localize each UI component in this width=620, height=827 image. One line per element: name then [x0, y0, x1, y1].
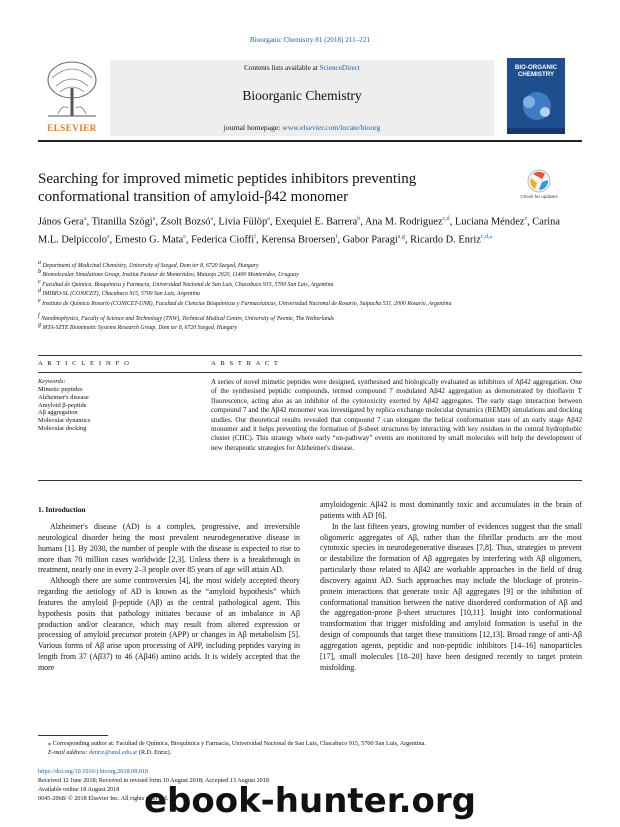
author-affiliation-marker[interactable]: f: [335, 233, 338, 240]
author-affiliation-marker[interactable]: b: [357, 216, 361, 222]
journal-homepage: journal homepage: www.elsevier.com/locate/bioorg: [223, 123, 381, 132]
received-dates: Received 12 June 2018; Received in revised form 10 August 2018; Accepted 13 August 2018: [38, 777, 269, 784]
author-name[interactable]: Ernesto G. Mata: [114, 234, 184, 246]
author-affiliation-marker[interactable]: c,d: [442, 216, 450, 222]
keyword: Alzheimer's disease: [38, 393, 89, 401]
abstract-text: A series of novel mimetic peptides were designed, synthesised and biologically evaluated as inhibitors of Aβ42 aggregation. One of the synthesised peptidic compounds, termed compound 7 modulated Aβ42 aggregation as demonstrated by thioflavin T fluorescence, acting also as an inhibitor of the cytotoxicity exerted by Aβ42 aggregates. The early stage interaction between compound 7 and the Aβ42 monomer was investigated by replica exchange molecular dynamics (REMD) simulations and docking studies. Our theoretical results revealed that compound 7 can elongate the helical conformation state of an early stage Aβ42 monomer and it helps preventing the formation of β-sheet structures by interacting with key residues in the central hydrophobic cluster (CHC). This strategy where early “on-pathway” events are monitored by small molecules will help the development of new therapeutic strategies for Alzheimer's disease.: [211, 378, 582, 452]
intro-paragraph: In the last fifteen years, growing number of evidences suggest that the small oligomeric aggregates of Aβ, rather than the fibrillar products are the most cytotoxic species in neurodegenerative diseases [7,8]. Thus, strategies to prevent or destabilize the formation of Aβ aggregates by interfering with Aβ oligomers, particularly those related to Aβ42 are workable approaches in the field of drug discovery against AD. Such approaches may include the blockage of protein–protein interactions that generate toxic Aβ aggregates [9] or the inhibition of conformational transition between the native disordered conformation of Aβ and the aggregation-prone β-sheet structures [10,11]. Insight into conformational transformation that trigger misfolding and amyloid formation is useful in the design of compounds that target these transitions [12,13]. Broad range of anti-Aβ aggregation agents, peptidic and non-peptidic inhibitors [14–16] nanoparticles [17], small molecules [18–20] have been designed recently to target protein misfolding.: [320, 521, 582, 672]
author-affiliation-marker[interactable]: a: [267, 216, 270, 222]
author-affiliation-marker[interactable]: a: [152, 216, 156, 222]
author-affiliation-marker[interactable]: e: [106, 233, 110, 240]
email-link[interactable]: denriz@unsl.edu.ar: [89, 749, 138, 756]
affiliation-text: Instituto de Química Rosario (CONICET-UNR), Facultad de Ciencias Bioquímicas y Farmacéuticas, Universidad Nacional de Rosario, Suipacha 531, 2000 Rosario, Argentina: [42, 300, 452, 307]
affiliation-text: IMIBIO-SL (CONICET), Chacabuco 915, 5700 San Luis, Argentina: [42, 291, 200, 298]
author-name[interactable]: Ricardo D. Enriz: [410, 234, 481, 246]
author-affiliation-marker[interactable]: e: [524, 216, 528, 222]
affiliation: [38, 322, 582, 333]
affiliation-marker: a: [38, 260, 43, 266]
header-rule: [38, 140, 582, 142]
intro-paragraph: Alzheimer's disease (AD) is a complex, progressive, and irreversible neurological disorder being the most prevalent neurodegenerative disease in humans [1]. By 2030, the number of people with the disease is expected to rise to more than 70 million cases worldwide [2,3]. Unless there is a breakthrough in treatment, nearly one in every 2–3 people over 85 years of age will attain AD.: [38, 522, 300, 575]
intro-right-column: [320, 500, 582, 674]
author-name[interactable]: Livia Fülöp: [218, 216, 268, 228]
affiliation-marker: g: [38, 322, 43, 329]
affiliation-marker: b: [38, 269, 43, 276]
section-rule-inner: [38, 372, 582, 373]
watermark: ebook-hunter.org: [143, 781, 477, 821]
abstract-heading: A B S T R A C T: [211, 360, 280, 367]
intro-heading: 1. Introduction: [38, 505, 86, 514]
cover-title: BIO-ORGANIC CHEMISTRY: [514, 64, 558, 78]
affiliation-text: Nanobiophysics, Faculty of Science and Technology (TNW), Technical Medical Centre, University of Twente, The Netherlands: [41, 315, 335, 322]
author-affiliation-marker[interactable]: a,g: [397, 233, 405, 240]
keyword: Aβ aggregation: [38, 409, 78, 417]
author-affiliation-marker[interactable]: a: [210, 216, 214, 222]
affiliation-marker: c: [38, 278, 43, 285]
journal-reference[interactable]: Bioorganic Chemistry 81 (2018) 211–221: [249, 36, 371, 44]
author-affiliation-marker[interactable]: c,d,⁎: [480, 233, 493, 240]
affiliation-marker: e: [38, 297, 43, 304]
author-affiliation-marker[interactable]: e: [183, 233, 186, 240]
elsevier-wordmark: ELSEVIER: [47, 123, 97, 133]
online-date: Available online 18 August 2018: [38, 786, 120, 793]
check-for-updates-label[interactable]: Check for updates: [520, 194, 558, 199]
footnote-rule: [38, 735, 108, 736]
affiliation-marker: f: [38, 313, 42, 319]
keyword: Molecular docking: [38, 425, 87, 432]
author-affiliation-marker[interactable]: a: [83, 216, 87, 222]
homepage-link[interactable]: www.elsevier.com/locate/bioorg: [282, 123, 381, 132]
corresponding-author-note: ⁎ Corresponding author at: Facultad de Química, Bioquímica y Farmacia, Universidad Nacional de San Luis, Chacabuco 915, 5700 San Luis, Argentina.: [48, 740, 426, 747]
author-list: János Gera$^a$, Titanilla Szögi$^a$, Zsolt Bozsó$^a$, Livia Fülöp$^a$, Exequiel E. Barrera$^b$, Ana M. Rodriguez$^{c,d}$, Luciana Méndez$^e$, Carina M.L. Delpiccolo$^e$, Ernesto G. Mata$^e$, Federica Cioffi$^f$, Kerensa Broersen$^f$, Gabor Paragi$^{a,g}$, Ricardo D. Enriz$^{c,d,⁎}$: [38, 216, 560, 246]
keyword: Mimetic peptides: [38, 386, 83, 393]
keyword: Molecular dynamics: [38, 417, 91, 425]
sciencedirect-link[interactable]: ScienceDirect: [319, 64, 360, 72]
journal-name: Bioorganic Chemistry: [242, 88, 362, 103]
article-info-heading: A R T I C L E I N F O: [38, 360, 131, 367]
author-name[interactable]: Ana M. Rodriguez: [364, 216, 443, 228]
author-name[interactable]: Carina M.L. Delpiccolo: [38, 216, 560, 246]
copyright-line: 0045-2068/ © 2018 Elsevier Inc. All rights reserved.: [38, 795, 169, 802]
author-name[interactable]: Zsolt Bozsó: [160, 216, 211, 228]
affiliation-marker: d: [38, 288, 43, 295]
affiliation-text: Facultad de Química, Bioquímica y Farmacia, Universidad Nacional de San Luis, Chacabuco 915, 5700 San Luis, Argentina: [42, 281, 334, 288]
author-affiliation-marker[interactable]: f: [254, 233, 257, 240]
intro-left-column: [38, 522, 300, 674]
author-name[interactable]: Gabor Paragi: [342, 234, 398, 246]
section-rule: [38, 355, 582, 356]
doi-link[interactable]: https://doi.org/10.1016/j.bioorg.2018.08.018: [38, 768, 149, 775]
affiliation: [38, 298, 582, 309]
author-name[interactable]: Exequiel E. Barrera: [275, 216, 358, 228]
intro-paragraph: Although there are some controversies [4], the most widely accepted theory regarding the aetiology of AD is known as the “amyloid hypothesis” which features the amyloid β-peptide (Aβ) as the central pathological agent. This hypothesis posits that pathology initiates because of an imbalance in Aβ production and/or clearance, which may result from altered expression or processing of amyloid precursor protein (APP) or changes in Aβ metabolism [5]. Various forms of Aβ arise upon processing of APP, including peptides varying in length from 37 (Aβ37) to 46 (Aβ46) amino acids. It is widely accepted that the more: [38, 576, 300, 672]
author-name[interactable]: Federica Cioffi: [191, 234, 255, 246]
author-name[interactable]: János Gera: [38, 216, 84, 228]
abstract-end-rule: [38, 480, 582, 481]
author-name[interactable]: Luciana Méndez: [454, 216, 525, 228]
intro-paragraph: amyloidogenic Aβ42 is most dominantly toxic and accumulates in the brain of patients with AD [6].: [320, 500, 582, 520]
contents-line: Contents lists available at ScienceDirect: [244, 64, 360, 72]
author-name[interactable]: Titanilla Szögi: [91, 216, 153, 228]
affiliation-text: Department of Medicinal Chemistry, University of Szeged, Dom ter 8, 6720 Szeged, Hungary: [42, 262, 259, 269]
affiliation-text: MTA-SZTE Biomimetic Systems Research Group, Dom ter 8, 6720 Szeged, Hungary: [42, 325, 238, 332]
email-line: E-mail address: denriz@unsl.edu.ar (R.D. Enriz).: [48, 749, 172, 756]
author-name[interactable]: Kerensa Broersen: [261, 234, 336, 246]
article-title: Searching for improved mimetic peptides inhibitors preventing conformational transition of amyloid-β42 monomer: [38, 171, 417, 205]
keywords-label: Keywords:: [38, 378, 66, 385]
keyword: Amyloid β-peptide: [38, 401, 87, 409]
affiliation-text: Biomolecular Simulations Group, Institut Pasteur de Montevideo, Mataojo 2020, 11400 Montevideo, Uruguay: [42, 272, 299, 279]
